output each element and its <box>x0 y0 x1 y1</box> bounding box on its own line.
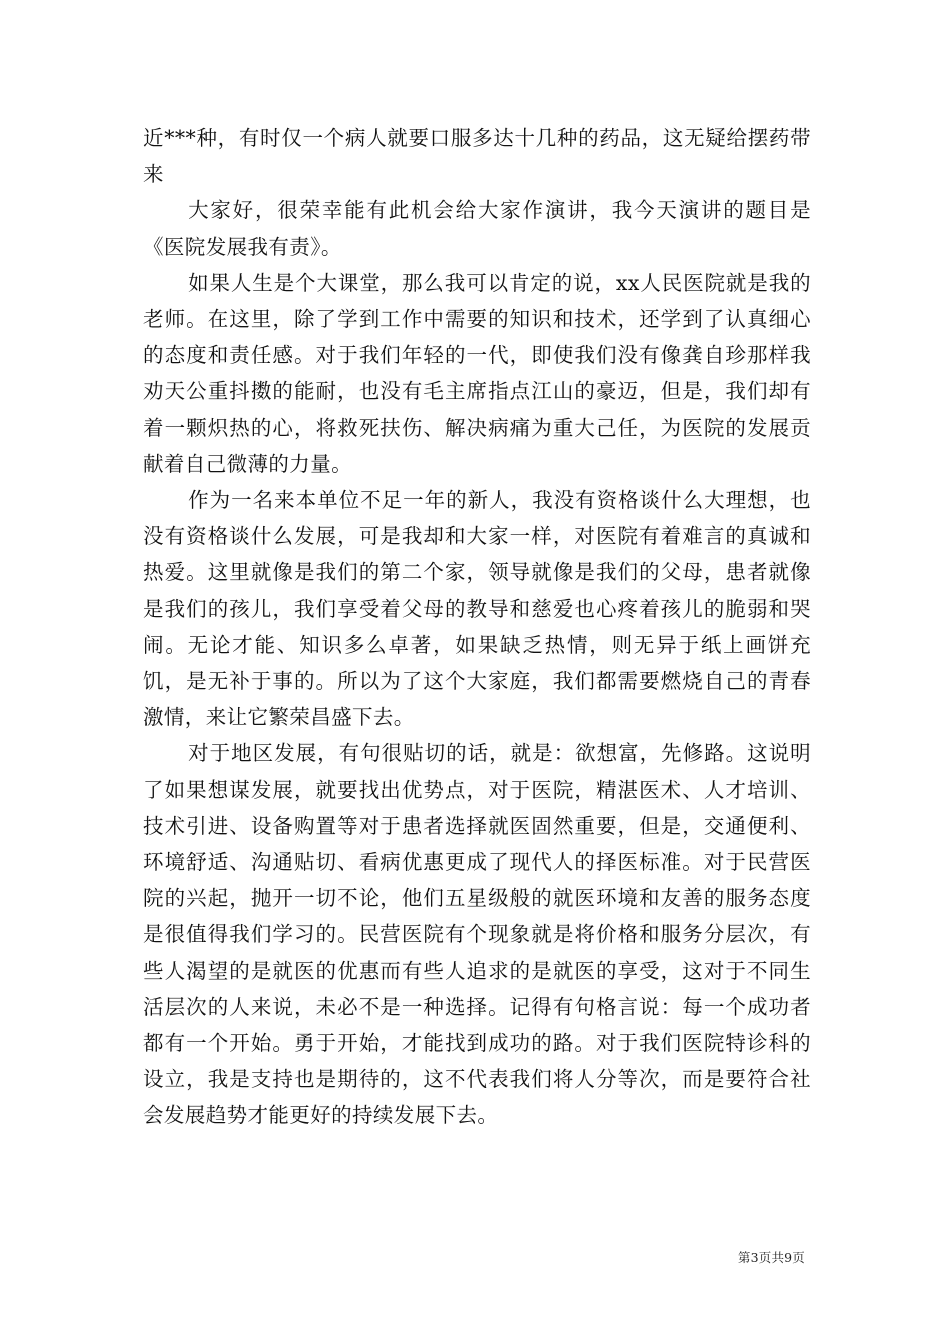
paragraph-life-classroom: 如果人生是个大课堂，那么我可以肯定的说，xx人民医院就是我的老师。在这里，除了学到工作中需要的知识和技术，还学到了认真细心的态度和责任感。对于我们年轻的一代，即使我们没有像龚自珍那样我劝天公重抖擞的能耐，也没有毛主席指点江山的豪迈，但是，我们却有着一颗炽热的心，将救死扶伤、解决病痛为重大己任，为医院的发展贡献着自己微薄的力量。 <box>143 270 811 476</box>
paragraph-newcomer: 作为一名来本单位不足一年的新人，我没有资格谈什么大理想，也没有资格谈什么发展，可是我却和大家一样，对医院有着难言的真诚和热爱。这里就像是我们的第二个家，领导就像是我们的父母，患者就像是我们的孩儿，我们享受着父母的教导和慈爱也心疼着孩儿的脆弱和哭闹。无论才能、知识多么卓著，如果缺乏热情，则无异于纸上画饼充饥，是无补于事的。所以为了这个大家庭，我们都需要燃烧自己的青春激情，来让它繁荣昌盛下去。 <box>143 488 811 730</box>
document-body <box>143 120 811 1134</box>
paragraph-continuation: 近***种，有时仅一个病人就要口服多达十几种的药品，这无疑给摆药带来 <box>143 126 811 187</box>
paragraph-greeting: 大家好，很荣幸能有此机会给大家作演讲，我今天演讲的题目是《医院发展我有责》。 <box>143 198 811 259</box>
paragraph-regional-development: 对于地区发展，有句很贴切的话，就是：欲想富，先修路。这说明了如果想谋发展，就要找出优势点，对于医院，精湛医术、人才培训、技术引进、设备购置等对于患者选择就医固然重要，但是，交通便利、环境舒适、沟通贴切、看病优惠更成了现代人的择医标准。对于民营医院的兴起，抛开一切不论，他们五星级般的就医环境和友善的服务态度是很值得我们学习的。民营医院有个现象就是将价格和服务分层次，有些人渴望的是就医的优惠而有些人追求的是就医的享受，这对于不同生活层次的人来说，未必不是一种选择。记得有句格言说：每一个成功者都有一个开始。勇于开始，才能找到成功的路。对于我们医院特诊科的设立，我是支持也是期待的，这不代表我们将人分等次，而是要符合社会发展趋势才能更好的持续发展下去。 <box>143 741 811 1128</box>
page-number-footer: 第3页共9页 <box>737 1250 805 1265</box>
